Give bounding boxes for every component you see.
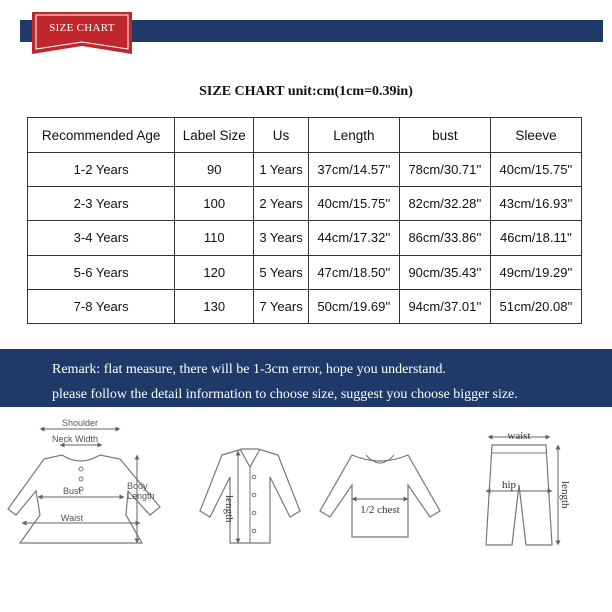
- shoulder-label: Shoulder: [61, 418, 99, 428]
- cell-age: 5-6 Years: [28, 255, 175, 289]
- cell-bust: 90cm/35.43'': [399, 255, 490, 289]
- cell-age: 3-4 Years: [28, 221, 175, 255]
- pants-waist-label: waist: [507, 430, 531, 442]
- cell-age: 7-8 Years: [28, 289, 175, 323]
- cell-us: 5 Years: [254, 255, 309, 289]
- neck-width-label: Neck Width: [51, 434, 99, 444]
- table-row: [28, 221, 582, 255]
- remark-line-1: Remark: flat measure, there will be 1-3cm error, hope you understand.: [52, 362, 447, 377]
- cell-label-size: 120: [175, 255, 254, 289]
- shirt-button: [252, 511, 256, 515]
- cell-bust: 94cm/37.01'': [399, 289, 490, 323]
- table-row: [28, 187, 582, 221]
- dress-button: [79, 467, 83, 471]
- cell-bust: 82cm/32.28'': [399, 187, 490, 221]
- cell-bust: 78cm/30.71'': [399, 153, 490, 187]
- table-row: [28, 255, 582, 289]
- header-recommended-age: Recommended Age: [28, 118, 175, 153]
- table-row: [28, 289, 582, 323]
- pants-diagram: [486, 430, 571, 545]
- header-us: Us: [254, 118, 309, 153]
- header-length: Length: [308, 118, 399, 153]
- shirt-button: [252, 475, 256, 479]
- cell-label-size: 110: [175, 221, 254, 255]
- shirt-length-label: length: [223, 495, 235, 523]
- cell-length: 37cm/14.57'': [308, 153, 399, 187]
- shirt-button: [252, 493, 256, 497]
- cell-us: 3 Years: [254, 221, 309, 255]
- table-header-row: [28, 118, 582, 153]
- cell-sleeve: 51cm/20.08'': [490, 289, 581, 323]
- dress-diagram: [8, 418, 160, 543]
- shirt-button: [252, 529, 256, 533]
- cell-label-size: 100: [175, 187, 254, 221]
- chest-label: 1/2 chest: [360, 504, 400, 516]
- cell-sleeve: 43cm/16.93'': [490, 187, 581, 221]
- cell-length: 40cm/15.75'': [308, 187, 399, 221]
- body-label: Body: [127, 481, 148, 491]
- length-label: Length: [127, 491, 155, 501]
- cell-us: 7 Years: [254, 289, 309, 323]
- cell-bust: 86cm/33.86'': [399, 221, 490, 255]
- table-row: [28, 153, 582, 187]
- bust-label: Bust: [62, 486, 82, 496]
- cell-length: 47cm/18.50'': [308, 255, 399, 289]
- size-table: [27, 117, 582, 324]
- sweater-collar: [366, 455, 394, 463]
- pants-hip-label: hip: [502, 479, 517, 491]
- pants-length-label: length: [559, 481, 571, 509]
- measurement-diagrams: [0, 415, 612, 605]
- cell-label-size: 90: [175, 153, 254, 187]
- size-chart-badge-label: SIZE CHART: [49, 22, 115, 34]
- shirt-collar: [240, 449, 260, 467]
- sweater-outline: [320, 455, 440, 537]
- cell-age: 2-3 Years: [28, 187, 175, 221]
- waist-label: Waist: [60, 513, 84, 523]
- pants-outline: [486, 445, 552, 545]
- cell-length: 44cm/17.32'': [308, 221, 399, 255]
- shirt-diagram: [200, 449, 300, 543]
- cell-us: 2 Years: [254, 187, 309, 221]
- cell-sleeve: 40cm/15.75'': [490, 153, 581, 187]
- cell-sleeve: 49cm/19.29'': [490, 255, 581, 289]
- header-bust: bust: [399, 118, 490, 153]
- cell-length: 50cm/19.69'': [308, 289, 399, 323]
- remark-line-2: please follow the detail information to choose size, suggest you choose bigger size.: [52, 387, 518, 402]
- dress-button: [79, 477, 83, 481]
- cell-label-size: 130: [175, 289, 254, 323]
- header-sleeve: Sleeve: [490, 118, 581, 153]
- chart-title: SIZE CHART unit:cm(1cm=0.39in): [199, 84, 413, 99]
- cell-age: 1-2 Years: [28, 153, 175, 187]
- sweater-diagram: [320, 455, 440, 537]
- cell-sleeve: 46cm/18.11'': [490, 221, 581, 255]
- header-label-size: Label Size: [175, 118, 254, 153]
- cell-us: 1 Years: [254, 153, 309, 187]
